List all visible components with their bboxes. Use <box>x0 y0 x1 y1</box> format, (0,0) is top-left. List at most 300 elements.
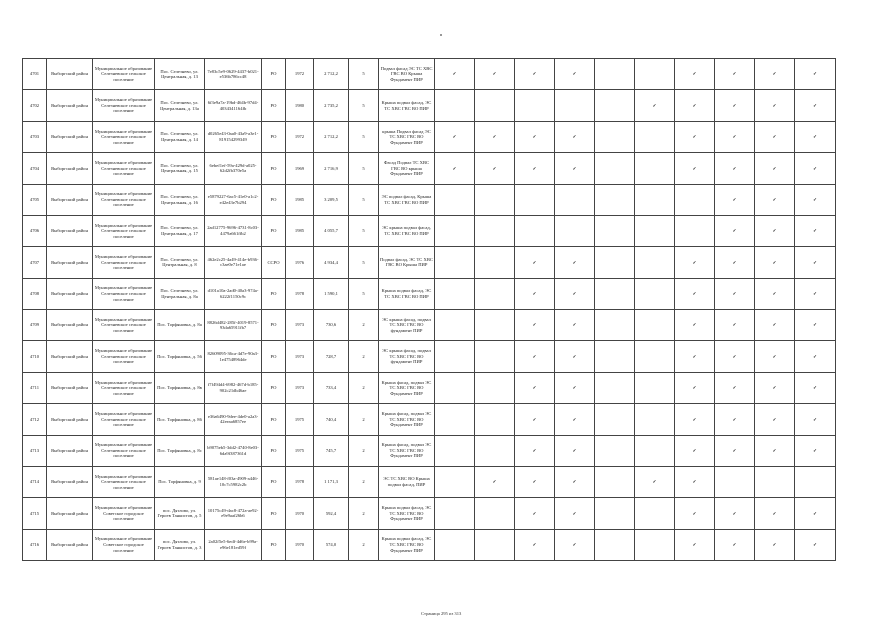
municipality-cell: Муниципальное образование Селезневское сельское поселение <box>93 90 155 121</box>
work-item-cell <box>675 215 715 246</box>
year-cell: 1976 <box>286 247 314 278</box>
check-mark-icon: ✓ <box>692 447 697 453</box>
check-mark-icon: ✓ <box>532 542 537 548</box>
check-mark-icon: ✓ <box>572 479 577 485</box>
work-item-cell <box>515 404 555 435</box>
check-mark-icon: ✓ <box>452 165 457 171</box>
work-item-cell <box>435 404 475 435</box>
work-item-cell <box>595 529 635 560</box>
check-mark-icon: ✓ <box>532 385 537 391</box>
work-item-cell <box>595 435 635 466</box>
work-item-cell <box>635 215 675 246</box>
year-cell: 1969 <box>286 153 314 184</box>
work-item-cell <box>595 310 635 341</box>
work-item-cell <box>675 247 715 278</box>
table-row <box>23 404 836 435</box>
floors-cell: 2 <box>349 310 379 341</box>
table-row <box>23 215 836 246</box>
housing-register-table <box>22 58 836 561</box>
area-cell: 730,6 <box>314 310 349 341</box>
work-item-cell <box>795 310 836 341</box>
work-item-cell <box>635 529 675 560</box>
year-cell: 1973 <box>286 372 314 403</box>
area-cell: 728,7 <box>314 341 349 372</box>
work-item-cell <box>755 466 795 497</box>
address-cell: Пос. Торфяновка, д. 86 <box>155 404 205 435</box>
address-cell: Пос. Селезнево, ул. Центральная, д. 13а <box>155 90 205 121</box>
check-mark-icon: ✓ <box>772 71 777 77</box>
district-cell: Выборгский район <box>47 372 93 403</box>
area-cell: 4 934,4 <box>314 247 349 278</box>
area-cell: 2 735,2 <box>314 90 349 121</box>
address-cell: Пос. Торфяновка, д. 9 <box>155 466 205 497</box>
check-mark-icon: ✓ <box>532 416 537 422</box>
work-item-cell <box>755 278 795 309</box>
work-item-cell <box>595 247 635 278</box>
floors-cell: 5 <box>349 278 379 309</box>
work-item-cell <box>595 90 635 121</box>
check-mark-icon: ✓ <box>813 165 817 171</box>
work-item-cell <box>435 498 475 529</box>
area-cell: 740,4 <box>314 404 349 435</box>
work-item-cell <box>675 498 715 529</box>
floors-cell: 2 <box>349 529 379 560</box>
work-item-cell <box>435 59 475 90</box>
district-cell: Выборгский район <box>47 184 93 215</box>
work-item-cell <box>435 121 475 152</box>
work-item-cell <box>715 498 755 529</box>
area-cell: 574,0 <box>314 529 349 560</box>
works-list-cell: ЭС подвал фасад, Крыша ТС ХВС ГВС ВО ПИР <box>379 184 435 215</box>
work-item-cell <box>555 247 595 278</box>
year-cell: 1978 <box>286 466 314 497</box>
row-id: 4708 <box>23 278 47 309</box>
work-item-cell <box>635 498 675 529</box>
check-mark-icon: ✓ <box>572 353 577 359</box>
district-cell: Выборгский район <box>47 278 93 309</box>
row-id: 4706 <box>23 215 47 246</box>
work-item-cell <box>475 435 515 466</box>
floors-cell: 2 <box>349 372 379 403</box>
ownership-cell: РО <box>262 529 286 560</box>
address-cell: Пос. Селезнево, ул. Центральная, д. 8а <box>155 278 205 309</box>
floors-cell: 5 <box>349 121 379 152</box>
work-item-cell <box>595 278 635 309</box>
check-mark-icon: ✓ <box>692 416 697 422</box>
work-item-cell <box>435 372 475 403</box>
check-mark-icon: ✓ <box>813 291 817 297</box>
table-row <box>23 59 836 90</box>
district-cell: Выборгский район <box>47 247 93 278</box>
check-mark-icon: ✓ <box>772 353 777 359</box>
table-row <box>23 247 836 278</box>
work-item-cell <box>755 341 795 372</box>
check-mark-icon: ✓ <box>692 542 697 548</box>
ownership-cell: РО <box>262 215 286 246</box>
check-mark-icon: ✓ <box>772 134 777 140</box>
municipality-cell: Муниципальное образование Советское городское поселение <box>93 498 155 529</box>
work-item-cell <box>475 310 515 341</box>
check-mark-icon: ✓ <box>652 102 657 108</box>
work-item-cell <box>755 435 795 466</box>
ownership-cell: РО <box>262 435 286 466</box>
municipality-cell: Муниципальное образование Селезневское сельское поселение <box>93 184 155 215</box>
ownership-cell: РО <box>262 498 286 529</box>
work-item-cell <box>475 341 515 372</box>
work-item-cell <box>795 435 836 466</box>
work-item-cell <box>635 90 675 121</box>
work-item-cell <box>795 466 836 497</box>
work-item-cell <box>715 404 755 435</box>
row-id: 4707 <box>23 247 47 278</box>
work-item-cell <box>475 372 515 403</box>
district-cell: Выборгский район <box>47 215 93 246</box>
row-id: 4704 <box>23 153 47 184</box>
work-item-cell <box>755 247 795 278</box>
year-cell: 1970 <box>286 498 314 529</box>
check-mark-icon: ✓ <box>572 165 577 171</box>
work-item-cell <box>475 278 515 309</box>
work-item-cell <box>795 404 836 435</box>
guid-cell: b9075eb5-3dd2-4740-8e03-6da9f387361d <box>205 435 262 466</box>
work-item-cell <box>755 404 795 435</box>
floors-cell: 5 <box>349 184 379 215</box>
work-item-cell <box>515 466 555 497</box>
check-mark-icon: ✓ <box>492 134 497 140</box>
area-cell: 592,4 <box>314 498 349 529</box>
check-mark-icon: ✓ <box>772 447 777 453</box>
year-cell: 1975 <box>286 435 314 466</box>
work-item-cell <box>715 247 755 278</box>
work-item-cell <box>715 153 755 184</box>
register-rows <box>23 59 836 561</box>
works-list-cell: крыша Подвал фасад ЭС ТС ХВС ГВС ВО Фундамент ПИР <box>379 121 435 152</box>
check-mark-icon: ✓ <box>732 291 737 297</box>
guid-cell: 581ae148-f03a-4909-a446-10c7c5982c2b <box>205 466 262 497</box>
check-mark-icon: ✓ <box>492 165 497 171</box>
work-item-cell <box>675 529 715 560</box>
work-item-cell <box>755 153 795 184</box>
floors-cell: 5 <box>349 90 379 121</box>
check-mark-icon: ✓ <box>732 385 737 391</box>
year-cell: 1973 <box>286 341 314 372</box>
guid-cell: d101a10a-2ad0-40a3-974a-6222f1150c9c <box>205 278 262 309</box>
table-row <box>23 372 836 403</box>
address-cell: Пос. Торфяновка, д. 8а <box>155 310 205 341</box>
check-mark-icon: ✓ <box>572 291 577 297</box>
work-item-cell <box>755 184 795 215</box>
address-cell: Пос. Селезнево, ул. Центральная, д. 8 <box>155 247 205 278</box>
check-mark-icon: ✓ <box>772 542 777 548</box>
floors-cell: 2 <box>349 404 379 435</box>
work-item-cell <box>555 435 595 466</box>
guid-cell: e5879227-6ac5-41e0-a1c2-e42e43e7b294 <box>205 184 262 215</box>
ownership-cell: РО <box>262 466 286 497</box>
table-row <box>23 153 836 184</box>
work-item-cell <box>515 184 555 215</box>
work-item-cell <box>515 372 555 403</box>
work-item-cell <box>675 59 715 90</box>
work-item-cell <box>635 341 675 372</box>
guid-cell: e36a6490-9dee-4de0-a2a3-42eeaa6857ee <box>205 404 262 435</box>
check-mark-icon: ✓ <box>532 134 537 140</box>
work-item-cell <box>795 278 836 309</box>
work-item-cell <box>435 435 475 466</box>
work-item-cell <box>555 153 595 184</box>
row-id: 4713 <box>23 435 47 466</box>
check-mark-icon: ✓ <box>813 71 817 77</box>
check-mark-icon: ✓ <box>572 71 577 77</box>
check-mark-icon: ✓ <box>772 102 777 108</box>
guid-cell: 8826d482-285f-4019-8571-93da65911fb7 <box>205 310 262 341</box>
check-mark-icon: ✓ <box>532 71 537 77</box>
work-item-cell <box>795 121 836 152</box>
table-row <box>23 184 836 215</box>
works-list-cell: Крыша подвал фасад, ЭС ТС ХВС ГВС ВО ПИР <box>379 90 435 121</box>
work-item-cell <box>595 404 635 435</box>
work-item-cell <box>795 184 836 215</box>
ownership-cell: РО <box>262 153 286 184</box>
guid-cell: f7f494d4-6982-467d-b185-902c21db46ae <box>205 372 262 403</box>
check-mark-icon: ✓ <box>532 165 537 171</box>
work-item-cell <box>675 310 715 341</box>
work-item-cell <box>475 184 515 215</box>
district-cell: Выборгский район <box>47 466 93 497</box>
work-item-cell <box>475 247 515 278</box>
check-mark-icon: ✓ <box>772 165 777 171</box>
municipality-cell: Муниципальное образование Селезневское сельское поселение <box>93 278 155 309</box>
work-item-cell <box>755 90 795 121</box>
year-cell: 1972 <box>286 59 314 90</box>
floors-cell: 2 <box>349 341 379 372</box>
check-mark-icon: ✓ <box>813 542 817 548</box>
check-mark-icon: ✓ <box>532 322 537 328</box>
work-item-cell <box>675 435 715 466</box>
works-list-cell: Крыша подвал фасад, ЭС ТС ХВС ГВС ВО Фундамент ПИР <box>379 529 435 560</box>
work-item-cell <box>555 215 595 246</box>
work-item-cell <box>595 372 635 403</box>
check-mark-icon: ✓ <box>532 510 537 516</box>
year-cell: 1972 <box>286 121 314 152</box>
table-row <box>23 121 836 152</box>
check-mark-icon: ✓ <box>732 259 737 265</box>
work-item-cell <box>475 498 515 529</box>
page-counter: Страница 295 из 313 <box>421 611 462 616</box>
municipality-cell: Муниципальное образование Советское городское поселение <box>93 529 155 560</box>
table-row <box>23 435 836 466</box>
ownership-cell: РО <box>262 372 286 403</box>
guid-cell: d0265e43-0aa0-43a9-a3e1-819154299349 <box>205 121 262 152</box>
guid-cell: 462e2c25-4a49-414e-b936-c3ae0e71e1ae <box>205 247 262 278</box>
address-cell: Пос. Селезнево, ул. Центральная, д. 13 <box>155 59 205 90</box>
address-cell: пос. Дятлово, ул. Героев Танкистов, д. 3 <box>155 529 205 560</box>
year-cell: 1980 <box>286 90 314 121</box>
work-item-cell <box>435 184 475 215</box>
check-mark-icon: ✓ <box>452 134 457 140</box>
work-item-cell <box>675 153 715 184</box>
guid-cell: 2a02f5e5-6edf-4d6e-b99a-e96e181ed59f <box>205 529 262 560</box>
work-item-cell <box>515 498 555 529</box>
check-mark-icon: ✓ <box>492 71 497 77</box>
works-list-cell: Крыша фасад, подвал ЭС ТС ХВС ГВС ВО Фундамент ПИР <box>379 372 435 403</box>
check-mark-icon: ✓ <box>692 134 697 140</box>
work-item-cell <box>675 90 715 121</box>
work-item-cell <box>635 372 675 403</box>
work-item-cell <box>635 310 675 341</box>
work-item-cell <box>515 90 555 121</box>
check-mark-icon: ✓ <box>692 510 697 516</box>
district-cell: Выборгский район <box>47 498 93 529</box>
district-cell: Выборгский район <box>47 90 93 121</box>
work-item-cell <box>755 121 795 152</box>
work-item-cell <box>635 466 675 497</box>
work-item-cell <box>435 153 475 184</box>
row-id: 4701 <box>23 59 47 90</box>
work-item-cell <box>555 90 595 121</box>
address-cell: Пос. Торфяновка, д. 56 <box>155 341 205 372</box>
check-mark-icon: ✓ <box>772 416 777 422</box>
guid-cell: 6f3e9a7a-19bd-464b-97d4-4034341164fb <box>205 90 262 121</box>
area-cell: 2 716,9 <box>314 153 349 184</box>
work-item-cell <box>635 121 675 152</box>
table-row <box>23 278 836 309</box>
work-item-cell <box>595 121 635 152</box>
check-mark-icon: ✓ <box>813 196 817 202</box>
area-cell: 2 712,2 <box>314 59 349 90</box>
municipality-cell: Муниципальное образование Селезневское сельское поселение <box>93 435 155 466</box>
works-list-cell: ЭС ТС ХВС ВО Крыша подвал фасад, ПИР <box>379 466 435 497</box>
check-mark-icon: ✓ <box>732 447 737 453</box>
check-mark-icon: ✓ <box>813 416 817 422</box>
works-list-cell: Подвал фасад, ЭС ТС ХВС ГВС ВО Крыша ПИР <box>379 247 435 278</box>
check-mark-icon: ✓ <box>813 447 817 453</box>
check-mark-icon: ✓ <box>692 71 697 77</box>
works-list-cell: Подвал фасад ЭС ТС ХВС ГВС ВО Крыша Фундамент ПИР <box>379 59 435 90</box>
floors-cell: 5 <box>349 153 379 184</box>
check-mark-icon: ✓ <box>732 196 737 202</box>
check-mark-icon: ✓ <box>532 259 537 265</box>
work-item-cell <box>795 372 836 403</box>
check-mark-icon: ✓ <box>813 102 817 108</box>
work-item-cell <box>715 121 755 152</box>
work-item-cell <box>715 90 755 121</box>
year-cell: 1970 <box>286 529 314 560</box>
municipality-cell: Муниципальное образование Селезневское сельское поселение <box>93 466 155 497</box>
check-mark-icon: ✓ <box>732 134 737 140</box>
guid-cell: 2ad12775-9696-4731-8c03-4479a661ffb2 <box>205 215 262 246</box>
work-item-cell <box>595 59 635 90</box>
works-list-cell: ЭС крыша фасад, подвал ТС ХВС ГВС ВО фундамент ПИР <box>379 310 435 341</box>
work-item-cell <box>635 435 675 466</box>
district-cell: Выборгский район <box>47 529 93 560</box>
check-mark-icon: ✓ <box>732 228 737 234</box>
work-item-cell <box>635 184 675 215</box>
work-item-cell <box>435 215 475 246</box>
table-row <box>23 90 836 121</box>
work-item-cell <box>435 90 475 121</box>
check-mark-icon: ✓ <box>532 447 537 453</box>
work-item-cell <box>795 341 836 372</box>
work-item-cell <box>715 435 755 466</box>
work-item-cell <box>435 341 475 372</box>
table-row <box>23 466 836 497</box>
work-item-cell <box>595 153 635 184</box>
works-list-cell: ЭС крыша фасад, подвал ТС ХВС ГВС ВО фундамент ПИР <box>379 341 435 372</box>
work-item-cell <box>675 278 715 309</box>
address-cell: пос. Дятлово, ул. Героев Танкистов, д. 5 <box>155 498 205 529</box>
work-item-cell <box>515 153 555 184</box>
check-mark-icon: ✓ <box>732 542 737 548</box>
work-item-cell <box>675 341 715 372</box>
work-item-cell <box>675 121 715 152</box>
check-mark-icon: ✓ <box>732 102 737 108</box>
work-item-cell <box>795 90 836 121</box>
check-mark-icon: ✓ <box>772 196 777 202</box>
work-item-cell <box>795 153 836 184</box>
ownership-cell: РО <box>262 310 286 341</box>
row-id: 4714 <box>23 466 47 497</box>
check-mark-icon: ✓ <box>813 322 817 328</box>
work-item-cell <box>595 341 635 372</box>
work-item-cell <box>515 278 555 309</box>
check-mark-icon: ✓ <box>452 71 457 77</box>
address-cell: Пос. Селезнево, ул. Центральная, д. 14 <box>155 121 205 152</box>
area-cell: 4 055,7 <box>314 215 349 246</box>
area-cell: 745,7 <box>314 435 349 466</box>
area-cell: 1 590,1 <box>314 278 349 309</box>
ownership-cell: РО <box>262 59 286 90</box>
work-item-cell <box>755 372 795 403</box>
area-cell: 3 209,5 <box>314 184 349 215</box>
work-item-cell <box>435 310 475 341</box>
check-mark-icon: ✓ <box>772 228 777 234</box>
municipality-cell: Муниципальное образование Селезневское сельское поселение <box>93 247 155 278</box>
works-list-cell: Фасад Подвал ТС ХВС ГВС ВО крыша Фундамент ПИР <box>379 153 435 184</box>
work-item-cell <box>515 59 555 90</box>
work-item-cell <box>515 310 555 341</box>
work-item-cell <box>435 247 475 278</box>
work-item-cell <box>595 498 635 529</box>
check-mark-icon: ✓ <box>692 291 697 297</box>
work-item-cell <box>515 529 555 560</box>
work-item-cell <box>555 278 595 309</box>
work-item-cell <box>795 529 836 560</box>
work-item-cell <box>595 184 635 215</box>
check-mark-icon: ✓ <box>772 322 777 328</box>
work-item-cell <box>435 466 475 497</box>
floors-cell: 2 <box>349 466 379 497</box>
municipality-cell: Муниципальное образование Селезневское сельское поселение <box>93 310 155 341</box>
work-item-cell <box>755 498 795 529</box>
work-item-cell <box>635 404 675 435</box>
work-item-cell <box>555 529 595 560</box>
check-mark-icon: ✓ <box>772 291 777 297</box>
work-item-cell <box>715 310 755 341</box>
check-mark-icon: ✓ <box>813 510 817 516</box>
work-item-cell <box>475 153 515 184</box>
work-item-cell <box>635 278 675 309</box>
work-item-cell <box>715 529 755 560</box>
ownership-cell: ССРО <box>262 247 286 278</box>
municipality-cell: Муниципальное образование Селезневское сельское поселение <box>93 341 155 372</box>
district-cell: Выборгский район <box>47 153 93 184</box>
table-row <box>23 341 836 372</box>
municipality-cell: Муниципальное образование Селезневское сельское поселение <box>93 153 155 184</box>
table-row <box>23 529 836 560</box>
work-item-cell <box>475 59 515 90</box>
area-cell: 733,4 <box>314 372 349 403</box>
municipality-cell: Муниципальное образование Селезневское сельское поселение <box>93 404 155 435</box>
